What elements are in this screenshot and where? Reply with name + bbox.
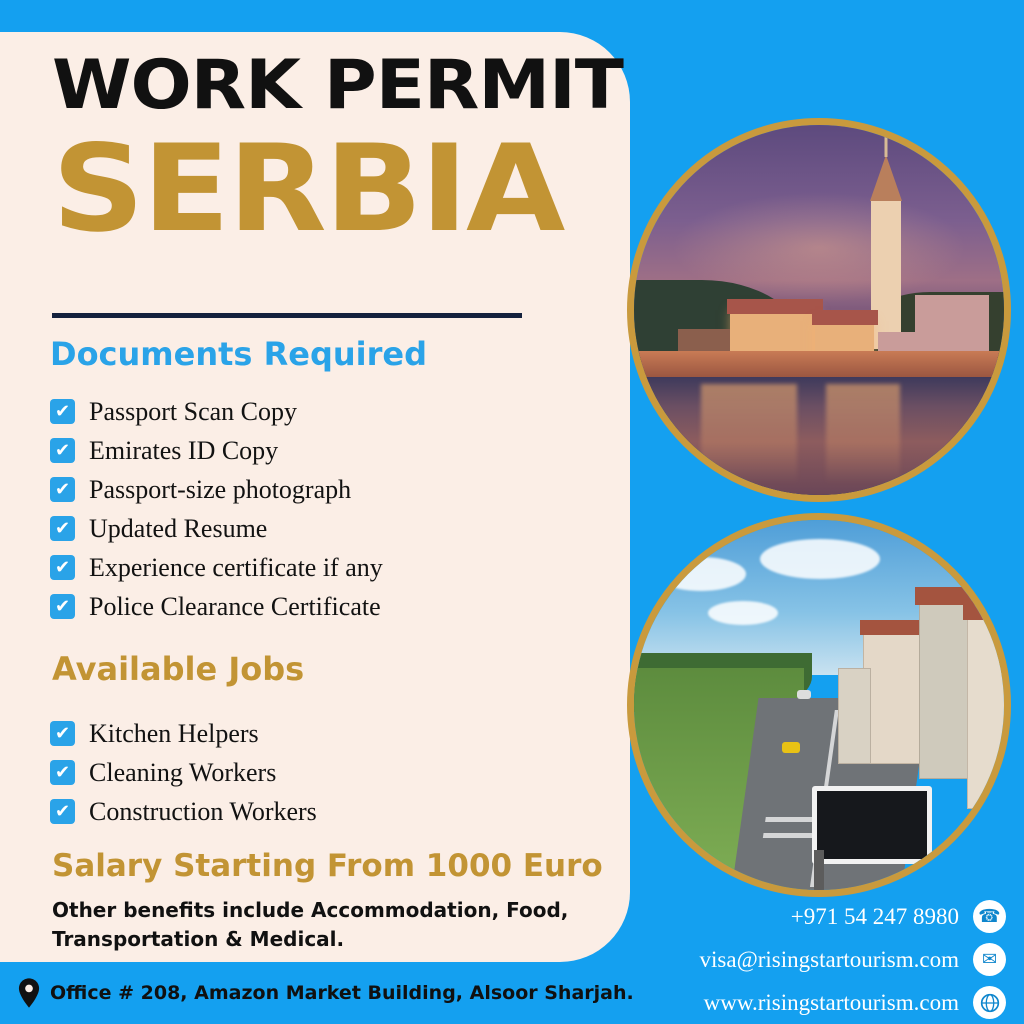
- building: [863, 631, 922, 764]
- check-icon: ✔: [50, 799, 75, 824]
- list-item-label: Kitchen Helpers: [89, 718, 259, 748]
- billboard-sign: [812, 786, 932, 864]
- list-item: [50, 548, 383, 587]
- list-item-label: Police Clearance Certificate: [89, 591, 381, 621]
- cloud: [760, 539, 880, 579]
- address-text: Office # 208, Amazon Market Building, Alsoor Sharjah.: [50, 982, 634, 1004]
- address-bar: [0, 962, 640, 1024]
- building-roof: [812, 310, 879, 325]
- benefits-text: Other benefits include Accommodation, Food, Transportation & Medical.: [52, 898, 569, 951]
- jobs-list: [50, 714, 317, 831]
- documents-list: [50, 392, 383, 626]
- building-roof: [860, 620, 927, 635]
- salary-headline: Salary Starting From 1000 Euro: [52, 848, 603, 884]
- list-item-label: Construction Workers: [89, 796, 317, 826]
- contact-block: [586, 900, 1006, 1019]
- contact-email[interactable]: [586, 943, 1006, 976]
- photo-belgrade-skyline: [627, 118, 1011, 502]
- check-icon: ✔: [50, 594, 75, 619]
- check-icon: ✔: [50, 516, 75, 541]
- list-item-label: Cleaning Workers: [89, 757, 277, 787]
- building-roof: [727, 299, 823, 314]
- list-item: [50, 753, 317, 792]
- email-icon: ✉: [973, 943, 1006, 976]
- billboard-pole: [814, 850, 824, 890]
- title-divider: [52, 313, 522, 318]
- check-icon: ✔: [50, 438, 75, 463]
- documents-heading: Documents Required: [50, 335, 427, 373]
- contact-website[interactable]: [586, 986, 1006, 1019]
- list-item: [50, 714, 317, 753]
- list-item: [50, 392, 383, 431]
- check-icon: ✔: [50, 399, 75, 424]
- list-item-label: Experience certificate if any: [89, 552, 383, 582]
- contact-phone-text: +971 54 247 8980: [790, 903, 959, 929]
- check-icon: ✔: [50, 721, 75, 746]
- list-item-label: Updated Resume: [89, 513, 268, 543]
- list-item: [50, 509, 383, 548]
- list-item-label: Passport Scan Copy: [89, 396, 297, 426]
- check-icon: ✔: [50, 760, 75, 785]
- globe-icon: [973, 986, 1006, 1019]
- list-item: [50, 431, 383, 470]
- check-icon: ✔: [50, 555, 75, 580]
- list-item: [50, 587, 383, 626]
- river-reflection: [701, 384, 797, 495]
- location-pin-icon: [18, 978, 40, 1008]
- car: [797, 690, 811, 699]
- building: [838, 668, 871, 764]
- page-title-line1: WORK PERMIT: [52, 46, 623, 125]
- list-item-label: Emirates ID Copy: [89, 435, 279, 465]
- cloud: [656, 557, 746, 591]
- globe-glyph: [980, 993, 1000, 1013]
- page-title-line2: SERBIA: [52, 120, 564, 259]
- list-item-label: Passport-size photograph: [89, 474, 352, 504]
- river: [634, 377, 1004, 495]
- river-reflection: [826, 384, 900, 495]
- contact-email-text: visa@risingstartourism.com: [699, 946, 959, 972]
- check-icon: ✔: [50, 477, 75, 502]
- building: [967, 616, 1011, 808]
- building-roof: [963, 601, 1011, 620]
- church-tower: [871, 199, 901, 349]
- contact-phone[interactable]: [586, 900, 1006, 933]
- photo-belgrade-street: [627, 513, 1011, 897]
- car: [782, 742, 800, 753]
- phone-icon: ☎: [973, 900, 1006, 933]
- list-item: [50, 470, 383, 509]
- jobs-heading: Available Jobs: [52, 650, 305, 688]
- contact-website-text: www.risingstartourism.com: [703, 989, 959, 1015]
- list-item: [50, 792, 317, 831]
